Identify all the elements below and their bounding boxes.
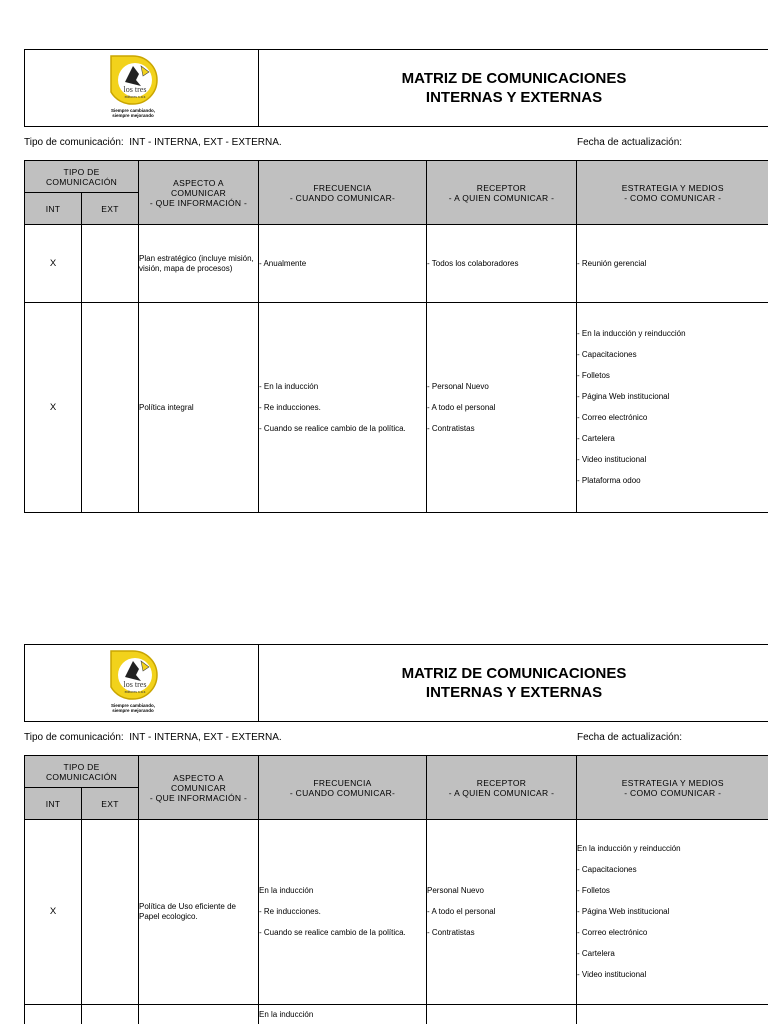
cell-receptor: - Personal Nuevo - A todo el personal - Contratistas	[427, 303, 577, 513]
header-estrategia: ESTRATEGIA Y MEDIOS - COMO COMUNICAR -	[577, 161, 768, 225]
cell-ext	[82, 303, 139, 513]
company-logo	[103, 647, 163, 719]
title-line-1: MATRIZ DE COMUNICACIONES	[401, 665, 627, 682]
matrix-header	[24, 644, 768, 722]
cell-int: X	[25, 303, 82, 513]
tipo-comunicacion-label	[24, 732, 282, 743]
logo-cell	[25, 645, 259, 722]
cell-ext	[82, 1005, 139, 1024]
table-row	[25, 225, 768, 303]
logo-text: los tres	[123, 85, 147, 94]
tipo-label: Tipo de comunicación:	[24, 137, 124, 148]
logo-cell	[25, 50, 259, 127]
logo-slogan-line1: Siempre cambiando,	[110, 703, 155, 708]
cell-estrategia: En la inducción y reinducción - Capacitaciones - Folletos - Página Web institucional - Correo electrónico - Cartelera - Video institucional	[577, 820, 768, 1005]
cell-aspecto: Política de Uso eficiente de Papel ecologico.	[139, 820, 259, 1005]
header-tipo-comunicacion: TIPO DE COMUNICACIÓN	[25, 161, 139, 193]
tipo-label: Tipo de comunicación:	[24, 732, 124, 743]
title-line-2: INTERNAS Y EXTERNAS	[425, 684, 603, 701]
header-int: INT	[25, 193, 82, 225]
tipo-values: INT - INTERNA, EXT - EXTERNA.	[129, 137, 282, 148]
header-ext: EXT	[82, 788, 139, 820]
cell-receptor	[427, 1005, 577, 1024]
logo-badge-icon	[103, 647, 163, 703]
header-receptor: RECEPTOR - A QUIEN COMUNICAR -	[427, 161, 577, 225]
communication-matrix-table	[24, 755, 768, 1024]
matrix-header	[24, 49, 768, 127]
logo-slogan-line2: siempre mejorando	[112, 708, 154, 713]
logo-slogan	[103, 703, 163, 713]
cell-frecuencia: - Anualmente	[259, 225, 427, 303]
table-row	[25, 303, 768, 513]
cell-aspecto: Política integral	[139, 303, 259, 513]
header-receptor: RECEPTOR - A QUIEN COMUNICAR -	[427, 756, 577, 820]
logo-slogan-line1: Siempre cambiando,	[110, 108, 155, 113]
logo-subtext: editores s.a.s	[124, 95, 146, 99]
cell-ext	[82, 225, 139, 303]
communication-matrix-table	[24, 160, 768, 513]
cell-estrategia: - Reunión gerencial	[577, 225, 768, 303]
cell-frecuencia: En la inducción	[259, 1005, 427, 1024]
cell-aspecto: Plan estratégico (incluye misión, visión, mapa de procesos)	[139, 225, 259, 303]
cell-int: X	[25, 820, 82, 1005]
title-line-1: MATRIZ DE COMUNICACIONES	[401, 70, 627, 87]
tipo-comunicacion-label	[24, 137, 282, 148]
cell-ext	[82, 820, 139, 1005]
title-cell	[259, 645, 768, 722]
matrix-block-1	[24, 49, 768, 519]
header-frecuencia: FRECUENCIA - CUANDO COMUNICAR-	[259, 161, 427, 225]
logo-badge-icon	[103, 52, 163, 108]
header-frecuencia: FRECUENCIA - CUANDO COMUNICAR-	[259, 756, 427, 820]
logo-subtext: editores s.a.s	[124, 690, 146, 694]
header-aspecto: ASPECTO A COMUNICAR - QUE INFORMACIÓN -	[139, 161, 259, 225]
tipo-values: INT - INTERNA, EXT - EXTERNA.	[129, 732, 282, 743]
header-aspecto: ASPECTO A COMUNICAR - QUE INFORMACIÓN -	[139, 756, 259, 820]
cell-estrategia	[577, 1005, 768, 1024]
company-logo	[103, 52, 163, 124]
table-row	[25, 820, 768, 1005]
header-int: INT	[25, 788, 82, 820]
logo-slogan	[103, 108, 163, 118]
cell-frecuencia: - En la inducción - Re inducciones. - Cuando se realice cambio de la política.	[259, 303, 427, 513]
cell-receptor: - Todos los colaboradores	[427, 225, 577, 303]
cell-estrategia: - En la inducción y reinducción - Capacitaciones - Folletos - Página Web institucional - Correo electrónico - Cartelera - Video institucional - Plataforma odoo	[577, 303, 768, 513]
cell-aspecto	[139, 1005, 259, 1024]
logo-text: los tres	[123, 680, 147, 689]
fecha-actualizacion-label: Fecha de actualización:	[577, 137, 683, 148]
logo-slogan-line2: siempre mejorando	[112, 113, 154, 118]
fecha-actualizacion-label: Fecha de actualización:	[577, 732, 683, 743]
cell-int: X	[25, 225, 82, 303]
cell-receptor: Personal Nuevo - A todo el personal - Contratistas	[427, 820, 577, 1005]
header-estrategia: ESTRATEGIA Y MEDIOS - COMO COMUNICAR -	[577, 756, 768, 820]
title-line-2: INTERNAS Y EXTERNAS	[425, 89, 603, 106]
table-row	[25, 1005, 768, 1024]
header-ext: EXT	[82, 193, 139, 225]
cell-int	[25, 1005, 82, 1024]
matrix-block-2	[24, 644, 768, 1024]
title-cell	[259, 50, 768, 127]
header-tipo-comunicacion: TIPO DE COMUNICACIÓN	[25, 756, 139, 788]
cell-frecuencia: En la inducción - Re inducciones. - Cuando se realice cambio de la política.	[259, 820, 427, 1005]
